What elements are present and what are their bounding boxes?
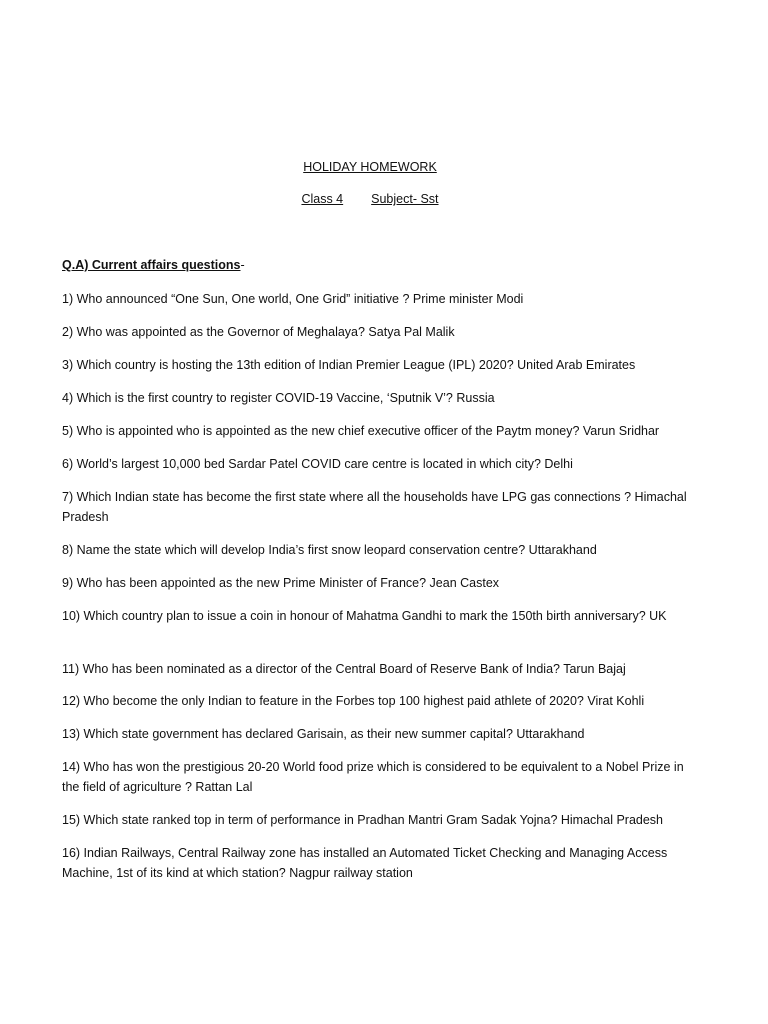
question-item: 4) Which is the first country to register COVID-19 Vaccine, ‘Sputnik V’? Russia — [62, 391, 495, 405]
question-item: 8) Name the state which will develop India’s first snow leopard conservation centre? Uttarakhand — [62, 543, 597, 557]
question-item: 16) Indian Railways, Central Railway zone has installed an Automated Ticket Checking and Managing Access Machine, 1st of its kind at which station? Nagpur railway station — [62, 846, 668, 880]
section-heading — [62, 258, 245, 272]
title-text: HOLIDAY HOMEWORK — [303, 160, 437, 174]
question-item: 15) Which state ranked top in term of performance in Pradhan Mantri Gram Sadak Yojna? Himachal Pradesh — [62, 813, 664, 827]
question-item: 10) Which country plan to issue a coin in honour of Mahatma Gandhi to mark the 150th birth anniversary? UK — [62, 609, 667, 623]
question-item: 1) Who announced “One Sun, One world, One Grid” initiative ? Prime minister Modi — [62, 292, 524, 306]
section-heading-text: Q.A) Current affairs questions — [62, 258, 241, 272]
question-item: 12) Who become the only Indian to feature in the Forbes top 100 highest paid athlete of 2020? Virat Kohli — [62, 694, 645, 708]
subject-label: Subject- Sst — [371, 192, 439, 206]
question-item: 6) World’s largest 10,000 bed Sardar Patel COVID care centre is located in which city? Delhi — [62, 457, 573, 471]
question-item: 14) Who has won the prestigious 20-20 World food prize which is considered to be equivalent to a Nobel Prize in the field of agriculture ? Rattan Lal — [62, 760, 684, 794]
question-item: 5) Who is appointed who is appointed as the new chief executive officer of the Paytm money? Varun Sridhar — [62, 424, 660, 438]
section-heading-suffix: - — [240, 258, 245, 272]
question-item: 9) Who has been appointed as the new Prime Minister of France? Jean Castex — [62, 576, 500, 590]
question-item: 2) Who was appointed as the Governor of Meghalaya? Satya Pal Malik — [62, 325, 455, 339]
question-item: 3) Which country is hosting the 13th edition of Indian Premier League (IPL) 2020? United Arab Emirates — [62, 358, 636, 372]
class-label: Class 4 — [301, 192, 344, 206]
question-item: 7) Which Indian state has become the first state where all the households have LPG gas connections ? Himachal Pradesh — [62, 490, 687, 524]
class-subject-line — [0, 192, 740, 206]
question-item: 13) Which state government has declared Garisain, as their new summer capital? Uttarakhand — [62, 727, 585, 741]
document-title — [0, 160, 740, 174]
question-item: 11) Who has been nominated as a director of the Central Board of Reserve Bank of India? Tarun Bajaj — [62, 662, 626, 676]
